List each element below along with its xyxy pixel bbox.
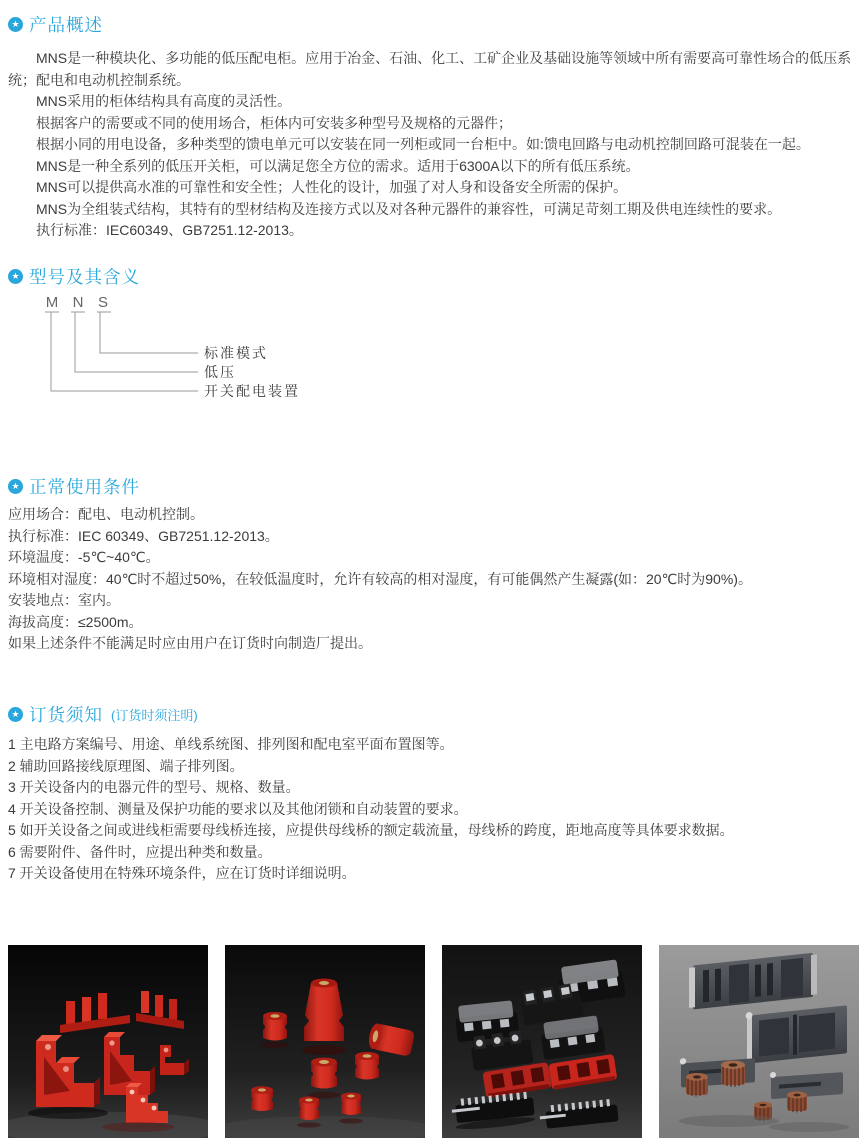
section-title: 产品概述 [29, 15, 103, 35]
section-subtitle: (订货时须注明) [111, 708, 198, 723]
overview-paragraphs [8, 48, 860, 242]
ordering-item: 3 开关设备内的电器元件的型号、规格、数量。 [8, 779, 300, 795]
conditions-lines [8, 504, 860, 655]
paragraph: MNS为全组装式结构，其特有的型材结构及连接方式以及对各种元器件的兼容性，可满足苛刻工期及供电连续性的要求。 [36, 200, 782, 217]
code-letter-s: S [97, 294, 109, 311]
ordering-item: 4 开关设备控制、测量及保护功能的要求以及其他闭锁和自动装置的要求。 [8, 800, 468, 817]
photo-illustration [442, 945, 642, 1138]
product-photo-staircase-supports [8, 945, 208, 1138]
photo-illustration [659, 945, 859, 1138]
section-overview-heading [8, 14, 860, 35]
condition-line: 环境相对湿度：40℃时不超过50%，在较低温度时，允许有较高的相对湿度，有可能偶然产生凝露(如：20℃时为90%)。 [8, 570, 752, 587]
code-letter-n: N [72, 294, 84, 311]
paragraph: 执行标准：IEC60349、GB7251.12-2013。 [36, 222, 303, 238]
condition-line: 应用场合：配电、电动机控制。 [8, 506, 204, 522]
section-overview [8, 14, 860, 242]
ordering-item: 2 辅助回路接线原理图、端子排列图。 [8, 757, 244, 774]
code-letter-m: M [45, 294, 59, 311]
section-ordering-heading [8, 704, 860, 725]
star-icon: ★ [8, 269, 23, 284]
connector-s [100, 312, 198, 353]
condition-line: 安装地点：室内。 [8, 592, 120, 608]
section-conditions-heading [8, 476, 860, 497]
section-model [8, 266, 860, 411]
meaning-label-switchgear: 开关配电装置 [204, 383, 300, 399]
product-photo-insulators [225, 945, 425, 1138]
section-title: 订货须知 [29, 705, 103, 725]
photo-illustration [225, 945, 425, 1138]
connector-m [51, 312, 198, 391]
section-title: 型号及其含义 [29, 267, 140, 287]
paragraph: MNS是一种模块化、多功能的低压配电柜。应用于冶金、石油、化工、工矿企业及基础设施等领域中所有需要高可靠性场合的低压系统；配电和电动机控制系统。 [8, 50, 852, 88]
star-icon: ★ [8, 479, 23, 494]
meaning-label-low-voltage: 低压 [204, 364, 236, 380]
ordering-item: 5 如开关设备之间或进线柜需要母线桥连接，应提供母线桥的额定载流量，母线桥的跨度，距地高度等具体要求数据。 [8, 822, 734, 838]
photo-illustration [8, 945, 208, 1138]
section-title: 正常使用条件 [29, 477, 140, 497]
model-code-diagram [8, 289, 348, 411]
section-conditions [8, 476, 860, 655]
paragraph: MNS是一种全系列的低压开关柜，可以满足您全方位的需求。适用于6300A以下的所有低压系统。 [36, 157, 640, 174]
ordering-item: 7 开关设备使用在特殊环境条件，应在订货时详细说明。 [8, 865, 356, 881]
ordering-items [8, 734, 860, 885]
product-photo-gallery [8, 945, 859, 1138]
section-ordering [8, 704, 860, 885]
ordering-item: 6 需要附件、备件时，应提出种类和数量。 [8, 843, 272, 860]
paragraph: 根据小同的用电设备，多种类型的馈电单元可以安装在同一列柜或同一台柜中。如:馈电回路与电动机控制回路可混装在一起。 [36, 136, 810, 152]
product-photo-terminal-blocks [442, 945, 642, 1138]
condition-line: 如果上述条件不能满足时应由用户在订货时向制造厂提出。 [8, 635, 372, 651]
product-photo-busbar-frames [659, 945, 859, 1138]
paragraph: 根据客户的需要或不同的使用场合，柜体内可安装多种型号及规格的元器件； [36, 114, 512, 131]
condition-line: 海拔高度：≤2500m。 [8, 613, 143, 630]
meaning-label-standard-mode: 标准模式 [204, 345, 268, 361]
star-icon: ★ [8, 707, 23, 722]
connector-n [75, 312, 198, 372]
star-icon: ★ [8, 17, 23, 32]
paragraph: MNS采用的柜体结构具有高度的灵活性。 [36, 93, 292, 109]
ordering-item: 1 主电路方案编号、用途、单线系统图、排列图和配电室平面布置图等。 [8, 736, 454, 752]
section-model-heading [8, 266, 860, 287]
condition-line: 执行标准：IEC 60349、GB7251.12-2013。 [8, 527, 279, 544]
condition-line: 环境温度：-5℃~40℃。 [8, 549, 160, 565]
paragraph: MNS可以提供高水准的可靠性和安全性；人性化的设计，加强了对人身和设备安全所需的保护。 [36, 179, 628, 195]
